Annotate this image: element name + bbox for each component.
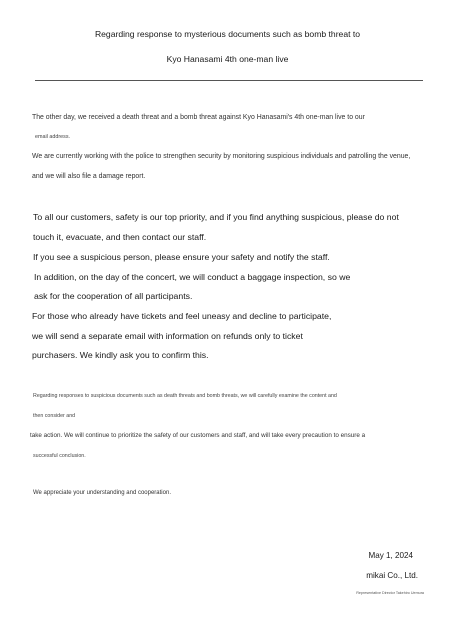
customer-notice-line: To all our customers, safety is our top priority, and if you find anything suspicious, please do not: [33, 212, 399, 222]
customer-notice-line: we will send a separate email with information on refunds only to ticket: [32, 331, 303, 341]
customer-notice-line: ask for the cooperation of all participants.: [34, 291, 193, 301]
document-title-line-2: Kyo Hanasami 4th one-man live: [166, 54, 289, 64]
intro-line: and we will also file a damage report.: [32, 173, 146, 180]
closing-line: We appreciate your understanding and cooperation.: [33, 490, 171, 496]
response-line: then consider and: [33, 413, 76, 419]
title-divider: [35, 80, 423, 81]
company-name: mikai Co., Ltd.: [366, 571, 418, 580]
customer-notice-line: purchasers. We kindly ask you to confirm this.: [32, 350, 209, 360]
response-line: successful conclusion.: [33, 453, 86, 459]
letter-date: May 1, 2024: [368, 551, 413, 560]
intro-line: email address.: [35, 134, 71, 140]
customer-notice-line: touch it, evacuate, and then contact our staff.: [33, 232, 207, 242]
intro-line: The other day, we received a death threat and a bomb threat against Kyo Hanasami's 4th one-man live to our: [32, 114, 365, 121]
intro-line: We are currently working with the police to strengthen security by monitoring suspicious individuals and patrolling the venue,: [32, 153, 411, 160]
response-line: Regarding responses to suspicious documents such as death threats and bomb threats, we will carefully examine the content and: [33, 393, 337, 399]
customer-notice-line: For those who already have tickets and feel uneasy and decline to participate,: [32, 311, 332, 321]
representative-name: Representative Director Takehiro Uemura: [356, 591, 424, 595]
response-line: take action. We will continue to prioritize the safety of our customers and staff, and will take every precaution to ensure a: [30, 432, 366, 439]
customer-notice-line: In addition, on the day of the concert, we will conduct a baggage inspection, so we: [34, 272, 351, 282]
document-title-line-1: Regarding response to mysterious documents such as bomb threat to: [94, 29, 361, 39]
customer-notice-line: If you see a suspicious person, please ensure your safety and notify the staff.: [33, 252, 330, 262]
